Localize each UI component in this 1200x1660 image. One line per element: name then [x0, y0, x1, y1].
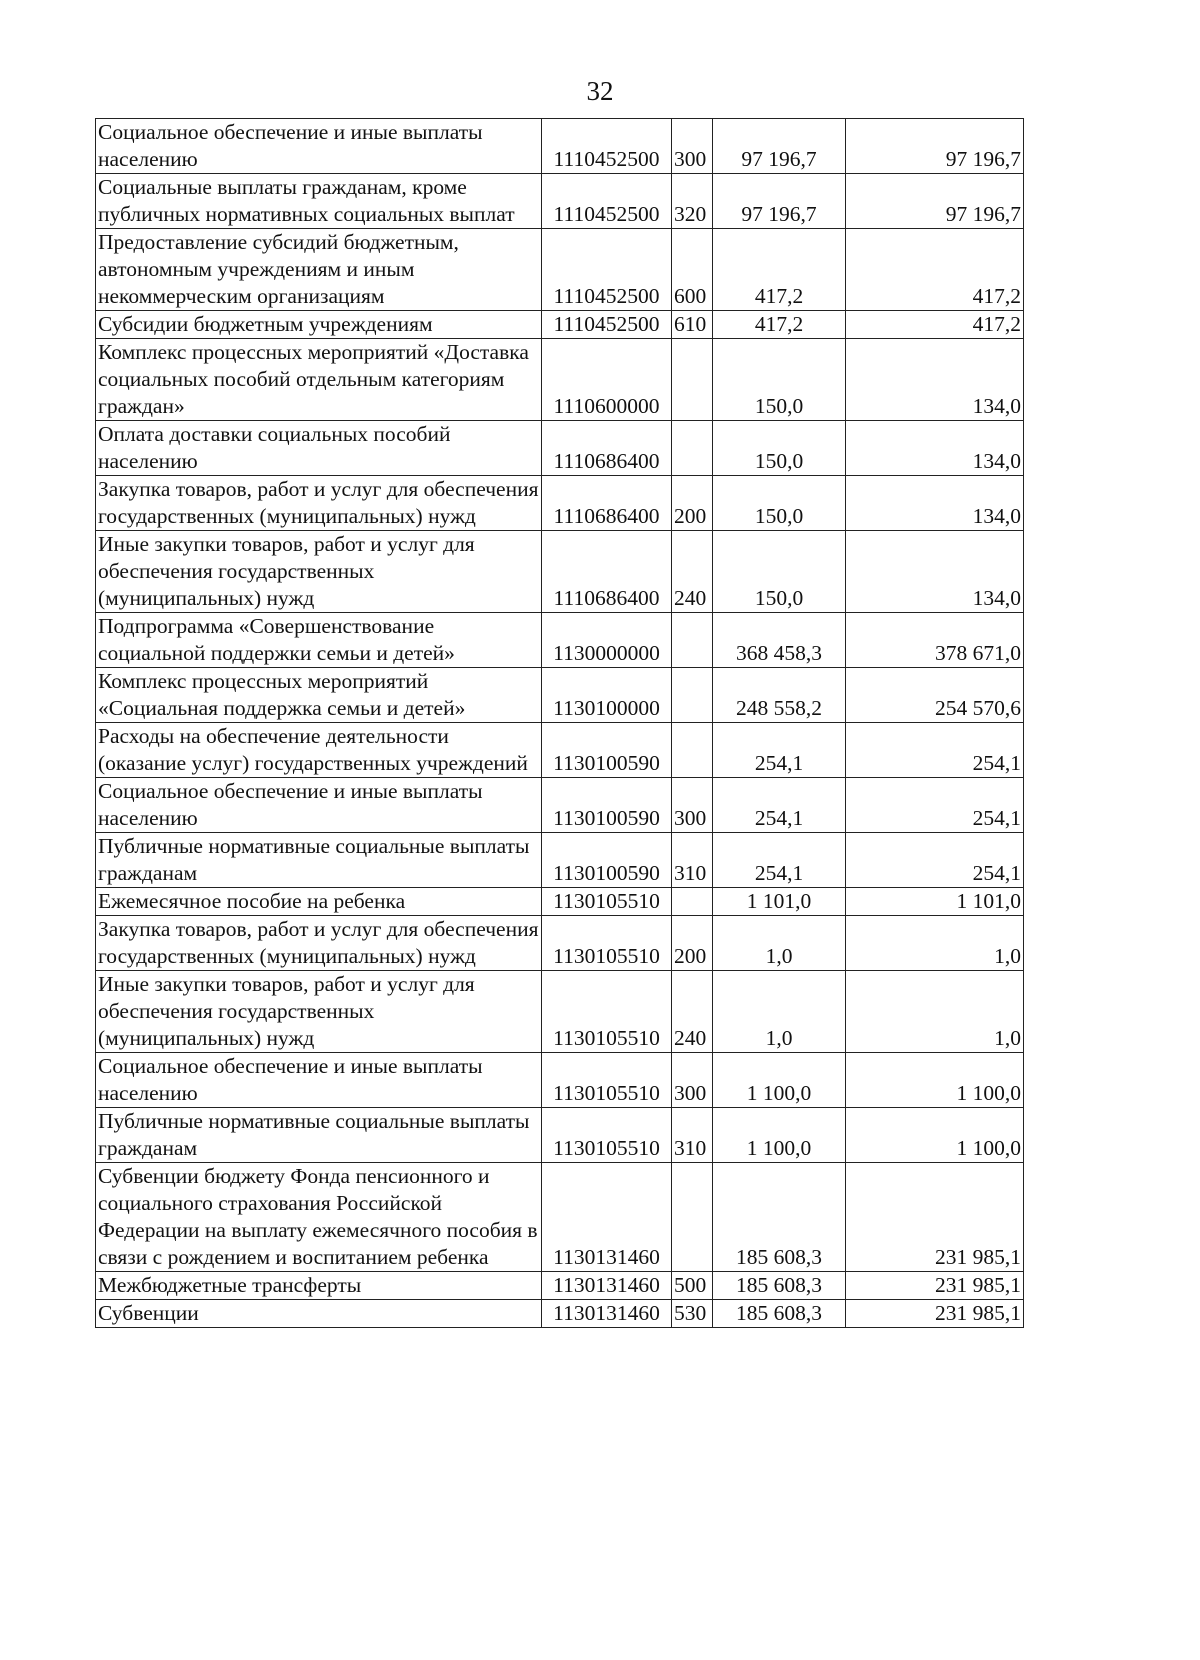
year2-amount-cell: 378 671,0 — [846, 613, 1024, 668]
year1-amount-cell: 97 196,7 — [713, 119, 846, 174]
expense-type-cell: 200 — [672, 476, 713, 531]
table-row — [96, 1108, 1024, 1163]
table-row — [96, 833, 1024, 888]
table-row — [96, 778, 1024, 833]
year1-amount-cell: 1,0 — [713, 971, 846, 1053]
year2-amount-cell: 231 985,1 — [846, 1163, 1024, 1272]
row-name-cell: Иные закупки товаров, работ и услуг для обеспечения государственных (муниципальных) нужд — [96, 531, 542, 613]
row-name-cell: Субвенции бюджету Фонда пенсионного и социального страхования Российской Федерации на выплату ежемесячного пособия в связи с рождением и воспитанием ребенка — [96, 1163, 542, 1272]
year1-amount-cell: 185 608,3 — [713, 1272, 846, 1300]
year2-amount-cell: 97 196,7 — [846, 174, 1024, 229]
target-code-cell: 1130105510 — [542, 888, 672, 916]
table-row — [96, 613, 1024, 668]
year1-amount-cell: 185 608,3 — [713, 1163, 846, 1272]
table-row — [96, 421, 1024, 476]
target-code-cell: 1130000000 — [542, 613, 672, 668]
expense-type-cell: 310 — [672, 1108, 713, 1163]
year1-amount-cell: 368 458,3 — [713, 613, 846, 668]
year2-amount-cell: 1,0 — [846, 916, 1024, 971]
row-name-cell: Социальное обеспечение и иные выплаты населению — [96, 119, 542, 174]
expense-type-cell — [672, 1163, 713, 1272]
row-name-cell: Межбюджетные трансферты — [96, 1272, 542, 1300]
target-code-cell: 1110452500 — [542, 119, 672, 174]
target-code-cell: 1110600000 — [542, 339, 672, 421]
expense-type-cell: 200 — [672, 916, 713, 971]
row-name-cell: Публичные нормативные социальные выплаты гражданам — [96, 833, 542, 888]
expense-type-cell: 300 — [672, 119, 713, 174]
year2-amount-cell: 1,0 — [846, 971, 1024, 1053]
table-row — [96, 311, 1024, 339]
table-row — [96, 971, 1024, 1053]
table-row — [96, 1053, 1024, 1108]
target-code-cell: 1110452500 — [542, 174, 672, 229]
table-row — [96, 339, 1024, 421]
target-code-cell: 1130100590 — [542, 833, 672, 888]
target-code-cell: 1130105510 — [542, 1108, 672, 1163]
row-name-cell: Закупка товаров, работ и услуг для обеспечения государственных (муниципальных) нужд — [96, 476, 542, 531]
year2-amount-cell: 1 100,0 — [846, 1053, 1024, 1108]
target-code-cell: 1130100000 — [542, 668, 672, 723]
target-code-cell: 1130100590 — [542, 723, 672, 778]
expense-type-cell — [672, 613, 713, 668]
expense-type-cell — [672, 668, 713, 723]
expense-type-cell: 500 — [672, 1272, 713, 1300]
year1-amount-cell: 254,1 — [713, 778, 846, 833]
row-name-cell: Подпрограмма «Совершенствование социальной поддержки семьи и детей» — [96, 613, 542, 668]
table-row — [96, 1272, 1024, 1300]
year2-amount-cell: 134,0 — [846, 339, 1024, 421]
year2-amount-cell: 254 570,6 — [846, 668, 1024, 723]
expense-type-cell: 610 — [672, 311, 713, 339]
expense-type-cell: 300 — [672, 778, 713, 833]
year2-amount-cell: 134,0 — [846, 476, 1024, 531]
expense-type-cell: 300 — [672, 1053, 713, 1108]
table-row — [96, 668, 1024, 723]
table-row — [96, 723, 1024, 778]
target-code-cell: 1110686400 — [542, 421, 672, 476]
table-row — [96, 229, 1024, 311]
budget-table-body — [96, 119, 1024, 1328]
year1-amount-cell: 1,0 — [713, 916, 846, 971]
year1-amount-cell: 1 101,0 — [713, 888, 846, 916]
year1-amount-cell: 1 100,0 — [713, 1108, 846, 1163]
page-number: 32 — [586, 76, 614, 106]
expense-type-cell: 310 — [672, 833, 713, 888]
year1-amount-cell: 185 608,3 — [713, 1300, 846, 1328]
row-name-cell: Ежемесячное пособие на ребенка — [96, 888, 542, 916]
year1-amount-cell: 1 100,0 — [713, 1053, 846, 1108]
target-code-cell: 1130100590 — [542, 778, 672, 833]
year1-amount-cell: 150,0 — [713, 339, 846, 421]
year2-amount-cell: 231 985,1 — [846, 1300, 1024, 1328]
table-row — [96, 1300, 1024, 1328]
table-row — [96, 1163, 1024, 1272]
target-code-cell: 1130131460 — [542, 1300, 672, 1328]
year1-amount-cell: 417,2 — [713, 229, 846, 311]
year2-amount-cell: 134,0 — [846, 531, 1024, 613]
row-name-cell: Оплата доставки социальных пособий населению — [96, 421, 542, 476]
year2-amount-cell: 254,1 — [846, 833, 1024, 888]
year2-amount-cell: 254,1 — [846, 778, 1024, 833]
target-code-cell: 1110452500 — [542, 229, 672, 311]
row-name-cell: Социальные выплаты гражданам, кроме публичных нормативных социальных выплат — [96, 174, 542, 229]
year2-amount-cell: 231 985,1 — [846, 1272, 1024, 1300]
row-name-cell: Иные закупки товаров, работ и услуг для обеспечения государственных (муниципальных) нужд — [96, 971, 542, 1053]
target-code-cell: 1110686400 — [542, 476, 672, 531]
year1-amount-cell: 254,1 — [713, 833, 846, 888]
expense-type-cell: 600 — [672, 229, 713, 311]
year1-amount-cell: 150,0 — [713, 531, 846, 613]
target-code-cell: 1130131460 — [542, 1163, 672, 1272]
expense-type-cell — [672, 723, 713, 778]
expense-type-cell — [672, 421, 713, 476]
year1-amount-cell: 150,0 — [713, 476, 846, 531]
target-code-cell: 1110686400 — [542, 531, 672, 613]
table-row — [96, 119, 1024, 174]
expense-type-cell — [672, 888, 713, 916]
row-name-cell: Субвенции — [96, 1300, 542, 1328]
row-name-cell: Социальное обеспечение и иные выплаты населению — [96, 1053, 542, 1108]
year2-amount-cell: 417,2 — [846, 229, 1024, 311]
budget-table — [95, 118, 1024, 1328]
year2-amount-cell: 417,2 — [846, 311, 1024, 339]
target-code-cell: 1130105510 — [542, 1053, 672, 1108]
expense-type-cell: 530 — [672, 1300, 713, 1328]
row-name-cell: Субсидии бюджетным учреждениям — [96, 311, 542, 339]
table-row — [96, 888, 1024, 916]
row-name-cell: Комплекс процессных мероприятий «Социальная поддержка семьи и детей» — [96, 668, 542, 723]
row-name-cell: Расходы на обеспечение деятельности (оказание услуг) государственных учреждений — [96, 723, 542, 778]
row-name-cell: Закупка товаров, работ и услуг для обеспечения государственных (муниципальных) нужд — [96, 916, 542, 971]
year2-amount-cell: 134,0 — [846, 421, 1024, 476]
year2-amount-cell: 97 196,7 — [846, 119, 1024, 174]
year1-amount-cell: 254,1 — [713, 723, 846, 778]
table-row — [96, 916, 1024, 971]
target-code-cell: 1110452500 — [542, 311, 672, 339]
year1-amount-cell: 248 558,2 — [713, 668, 846, 723]
row-name-cell: Комплекс процессных мероприятий «Доставка социальных пособий отдельным категориям граждан» — [96, 339, 542, 421]
year1-amount-cell: 417,2 — [713, 311, 846, 339]
expense-type-cell — [672, 339, 713, 421]
year1-amount-cell: 150,0 — [713, 421, 846, 476]
table-row — [96, 476, 1024, 531]
expense-type-cell: 240 — [672, 971, 713, 1053]
expense-type-cell: 240 — [672, 531, 713, 613]
year2-amount-cell: 1 101,0 — [846, 888, 1024, 916]
row-name-cell: Публичные нормативные социальные выплаты гражданам — [96, 1108, 542, 1163]
table-row — [96, 174, 1024, 229]
target-code-cell: 1130105510 — [542, 971, 672, 1053]
year1-amount-cell: 97 196,7 — [713, 174, 846, 229]
year2-amount-cell: 1 100,0 — [846, 1108, 1024, 1163]
table-row — [96, 531, 1024, 613]
target-code-cell: 1130105510 — [542, 916, 672, 971]
row-name-cell: Предоставление субсидий бюджетным, автономным учреждениям и иным некоммерческим организациям — [96, 229, 542, 311]
expense-type-cell: 320 — [672, 174, 713, 229]
year2-amount-cell: 254,1 — [846, 723, 1024, 778]
row-name-cell: Социальное обеспечение и иные выплаты населению — [96, 778, 542, 833]
target-code-cell: 1130131460 — [542, 1272, 672, 1300]
